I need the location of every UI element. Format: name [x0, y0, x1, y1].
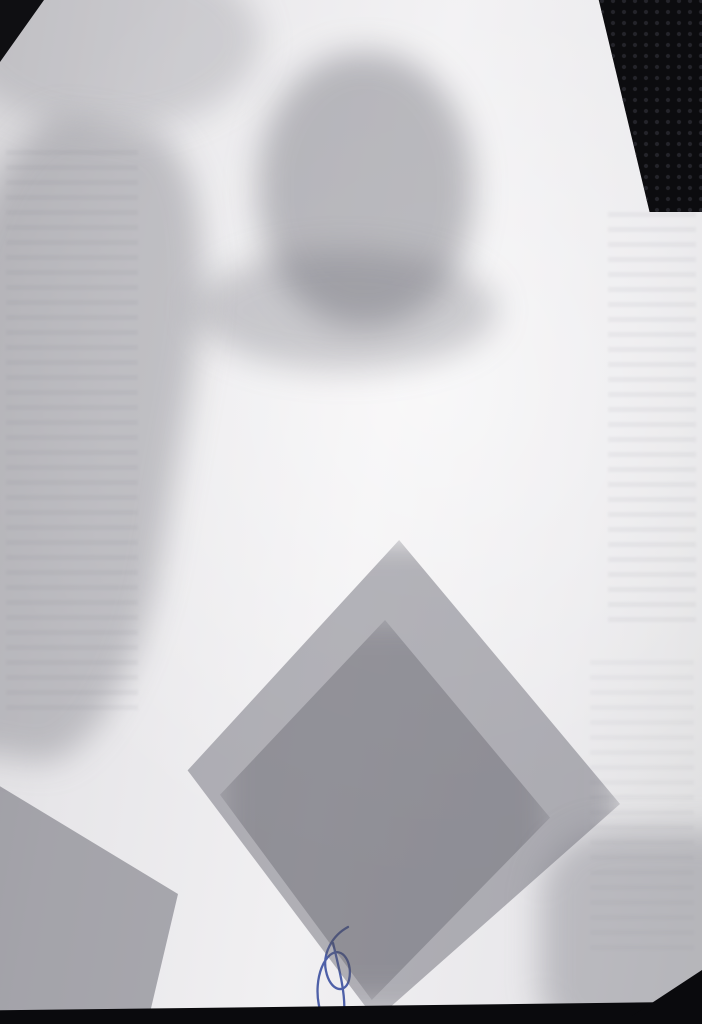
shadow-overlay [0, 0, 260, 130]
shadow-overlay [258, 52, 473, 327]
shadow-overlay [0, 103, 234, 777]
lettered-list [102, 67, 662, 76]
stamp-certify-line1 [474, 930, 702, 950]
stamp-office-postal [50, 925, 289, 944]
handwritten-signature [292, 924, 384, 1024]
shadow-overlay [540, 830, 702, 1024]
shadow-overlay [196, 250, 496, 370]
stamp-office-name [50, 925, 289, 944]
stamp-certify-line2 [474, 930, 702, 950]
bleed-through-text [608, 212, 696, 632]
bleed-through-text [590, 660, 694, 960]
stamp-office-nip [50, 925, 289, 944]
office-stamp [50, 925, 289, 944]
document-body [102, 67, 662, 76]
numbered-sections [102, 67, 662, 76]
certified-copy-stamp [474, 930, 702, 950]
shadow-overlay [150, 540, 620, 1020]
shadow-overlay [0, 750, 280, 1024]
bleed-through-text [6, 150, 138, 710]
stamp-office-voivodeship [50, 925, 289, 944]
